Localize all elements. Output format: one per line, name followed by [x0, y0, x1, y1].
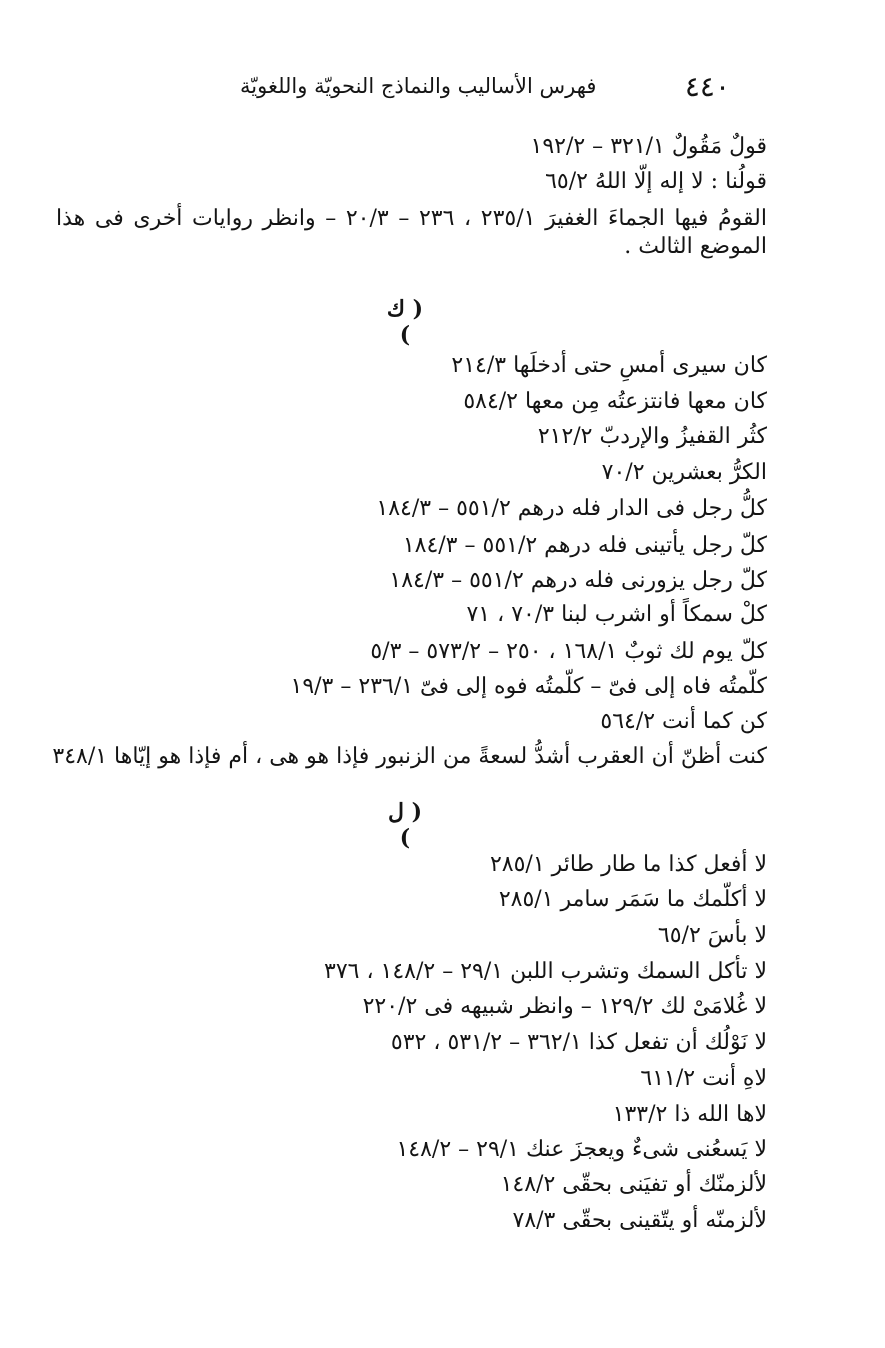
- index-entry: لاها الله ذا ١٣٣/٢: [612, 1102, 767, 1127]
- index-entry: لا بأسَ ٦٥/٢: [657, 923, 767, 948]
- section-heading-lam: ( ل ): [387, 799, 423, 851]
- index-entry: لا غُلامَىْ لك ١٢٩/٢ – وانظر شبيهه فى ٢٢٠/٢: [362, 994, 767, 1019]
- index-entry: كن كما أنت ٥٦٤/٢: [600, 709, 767, 734]
- index-entry: لألزمنّك أو تفيَنى بحقّى ١٤٨/٢: [500, 1172, 767, 1197]
- index-entry: كان سيرى أمسِ حتى أدخلَها ٢١٤/٣: [451, 353, 767, 378]
- index-entry: كان معها فانتزعتُه مِن معها ٥٨٤/٢: [463, 389, 767, 414]
- index-entry: لا يَسعُنى شىءٌ ويعجزَ عنك ٢٩/١ – ١٤٨/٢: [396, 1137, 767, 1162]
- index-entry: كلّمتُه فاه إلى فىّ – كلّمتُه فوه إلى فىّ ٢٣٦/١ – ١٩/٣: [290, 674, 767, 699]
- index-entry: لا أكلّمك ما سَمَر سامر ٢٨٥/١: [498, 887, 767, 912]
- index-entry: لا نَوْلُك أن تفعل كذا ٣٦٢/١ – ٥٣١/٢ ، ٥٣٢: [390, 1030, 767, 1055]
- index-entry: كلْ سمكاً أو اشرب لبنا ٧٠/٣ ، ٧١: [466, 602, 767, 627]
- index-entry: لألزمنّه أو يتّقينى بحقّى ٧٨/٣: [512, 1208, 767, 1233]
- index-entry: الكرُّ بعشرين ٧٠/٢: [601, 460, 767, 485]
- index-entry: لا تأكل السمك وتشرب اللبن ٢٩/١ – ١٤٨/٢ ، ٣٧٦: [324, 959, 767, 984]
- index-entry: كلّ رجل يأتينى فله درهم ٥٥١/٢ – ١٨٤/٣: [402, 533, 767, 558]
- index-entry: لاهِ أنت ٦١١/٢: [640, 1066, 767, 1091]
- index-entry: كلّ يوم لك ثوبٌ ١٦٨/١ ، ٢٥٠ – ٥٧٣/٢ – ٥/٣: [370, 639, 767, 664]
- running-title: فهرس الأساليب والنماذج النحويّة واللغويّة: [240, 74, 597, 98]
- section-heading-kaf: ( ك ): [386, 296, 424, 348]
- index-entry: كنت أظنّ أن العقرب أشدُّ لسعةً من الزنبور فإذا هو هى ، أم فإذا هو إيّاها ٣٤٨/١: [52, 744, 767, 769]
- index-entry: قولُنا : لا إله إلّا اللهُ ٦٥/٢: [545, 169, 767, 194]
- index-entry: قولٌ مَقُولٌ ٣٢١/١ – ١٩٢/٢: [530, 134, 767, 159]
- index-entry: القومُ فيها الجماءَ الغفيرَ ٢٣٥/١ ، ٢٣٦ – ٢٠/٣ – وانظر روايات أخرى فى هذا الموضع الثالث .: [56, 206, 767, 259]
- index-entry: كلّ رجل يزورنى فله درهم ٥٥١/٢ – ١٨٤/٣: [389, 568, 767, 593]
- index-entry: كلُّ رجل فى الدار فله درهم ٥٥١/٢ – ١٨٤/٣: [376, 496, 767, 521]
- page-number: ٤٤٠: [684, 70, 730, 103]
- page-header: [240, 70, 730, 110]
- index-entry: كثُر القفيزُ والإردبّ ٢١٢/٢: [537, 424, 767, 449]
- index-entry: لا أفعل كذا ما طار طائر ٢٨٥/١: [489, 852, 767, 877]
